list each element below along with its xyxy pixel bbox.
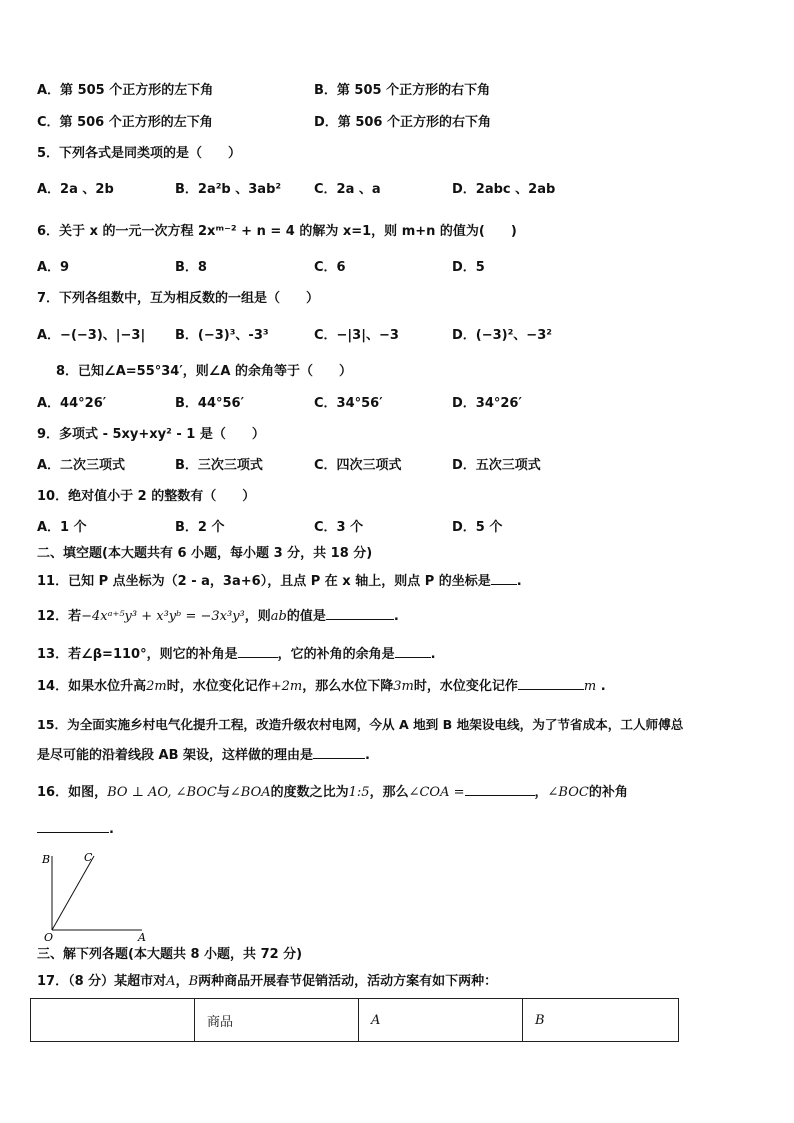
q4-option-b: B．第 505 个正方形的右下角 [314, 83, 491, 98]
q11-stem: 11．已知 P 点坐标为（2 - a，3a+6），且点 P 在 x 轴上，则点 P 的坐标是 . [37, 574, 522, 589]
table-cell [31, 999, 195, 1042]
q10-stem: 10．绝对值小于 2 的整数有（ ） [37, 489, 256, 504]
label-o: O [44, 931, 54, 942]
q8-option-d: D．34°26′ [452, 396, 522, 411]
q7-option-c: C．−|3|、−3 [314, 328, 399, 343]
q17-stem: 17．（8 分）某超市对A，B两种商品开展春节促销活动，活动方案有如下两种： [37, 974, 498, 989]
q6-option-a: A．9 [37, 260, 70, 275]
q10-option-c: C．3 个 [314, 520, 364, 535]
q5-stem: 5．下列各式是同类项的是（ ） [37, 146, 242, 161]
q11-text: 11．已知 P 点坐标为（2 - a，3a+6），且点 P 在 x 轴上，则点 P 的坐标是 [37, 574, 491, 589]
q6-option-b: B．8 [175, 260, 207, 275]
q6-option-c: C．6 [314, 260, 346, 275]
q6-stem: 6．关于 x 的一元一次方程 2xᵐ⁻² + n = 4 的解为 x=1，则 m+n 的值为( ) [37, 224, 517, 239]
q8-stem: 8．已知∠A=55°34′，则∠A 的余角等于（ ） [56, 364, 353, 379]
q9-option-d: D．五次三项式 [452, 458, 541, 473]
label-b: B [42, 853, 51, 866]
q13-stem: 13．若∠β=110°，则它的补角是 ，它的补角的余角是 . [37, 647, 436, 662]
table-cell-product-a: A [359, 999, 523, 1042]
label-a: A [138, 931, 146, 942]
q15-answer-blank [313, 746, 365, 759]
label-c: C [84, 851, 93, 864]
q9-stem: 9．多项式 - 5xy+xy² - 1 是（ ） [37, 427, 265, 442]
q7-stem: 7．下列各组数中，互为相反数的一组是（ ） [37, 291, 320, 306]
q13-answer-blank-2 [395, 645, 431, 658]
table-row [31, 999, 679, 1042]
q12-equation: −4xᵃ⁺⁵y³ + x³yᵇ = −3x³y³ [81, 609, 245, 624]
q15-line-1: 15．为全面实施乡村电气化提升工程，改造升级农村电网，今从 A 地到 B 地架设电线，为了节省成本，工人师傅总 [37, 717, 684, 732]
table-cell-product-b: B [523, 999, 679, 1042]
q8-option-a: A．44°26′ [37, 396, 107, 411]
q16-answer-blank-2 [37, 820, 109, 833]
q10-option-b: B．2 个 [175, 520, 225, 535]
ray-oc [52, 856, 94, 930]
q16-stem: 16．如图，BO ⊥ AO, ∠BOC与∠BOA的度数之比为1:5，那么∠COA = ，∠BOC的补角 [37, 785, 628, 800]
section-2-heading: 二、填空题(本大题共有 6 小题，每小题 3 分，共 18 分) [37, 546, 373, 561]
q10-option-d: D．5 个 [452, 520, 503, 535]
q14-stem: 14．如果水位升高2m时，水位变化记作+2m，那么水位下降3m时，水位变化记作 m . [37, 679, 606, 694]
promotion-table [30, 998, 679, 1042]
angle-figure [36, 850, 156, 942]
q16-answer-blank-1 [465, 783, 535, 796]
q5-option-b: B．2a²b 、3ab² [175, 182, 282, 197]
q16-line-2: . [37, 820, 114, 839]
q8-option-b: B．44°56′ [175, 396, 245, 411]
q7-option-d: D．(−3)²、−3² [452, 328, 552, 343]
table-cell-product-header: 商品 [195, 999, 359, 1042]
q11-answer-blank [491, 572, 517, 585]
q12-answer-blank [326, 607, 394, 620]
section-3-heading: 三、解下列各题(本大题共 8 小题，共 72 分) [37, 947, 303, 962]
q4-option-c: C．第 506 个正方形的左下角 [37, 115, 213, 130]
q8-option-c: C．34°56′ [314, 396, 383, 411]
q10-option-a: A．1 个 [37, 520, 87, 535]
q4-option-a: A．第 505 个正方形的左下角 [37, 83, 214, 98]
q12-stem: 12．若−4xᵃ⁺⁵y³ + x³yᵇ = −3x³y³，则ab的值是 . [37, 609, 399, 624]
q9-option-b: B．三次三项式 [175, 458, 263, 473]
q4-option-d: D．第 506 个正方形的右下角 [314, 115, 491, 130]
q15-line-2: 是尽可能的沿着线段 AB 架设，这样做的理由是 . [37, 748, 370, 763]
q9-option-c: C．四次三项式 [314, 458, 402, 473]
q6-option-d: D．5 [452, 260, 485, 275]
q5-option-c: C．2a 、a [314, 182, 381, 197]
q5-option-d: D．2abc 、2ab [452, 182, 556, 197]
q14-answer-blank [518, 677, 584, 690]
q9-option-a: A．二次三项式 [37, 458, 126, 473]
q5-option-a: A．2a 、2b [37, 182, 114, 197]
q7-option-b: B．(−3)³、-3³ [175, 328, 269, 343]
q13-answer-blank-1 [238, 645, 278, 658]
q7-option-a: A．−(−3)、|−3| [37, 328, 146, 343]
